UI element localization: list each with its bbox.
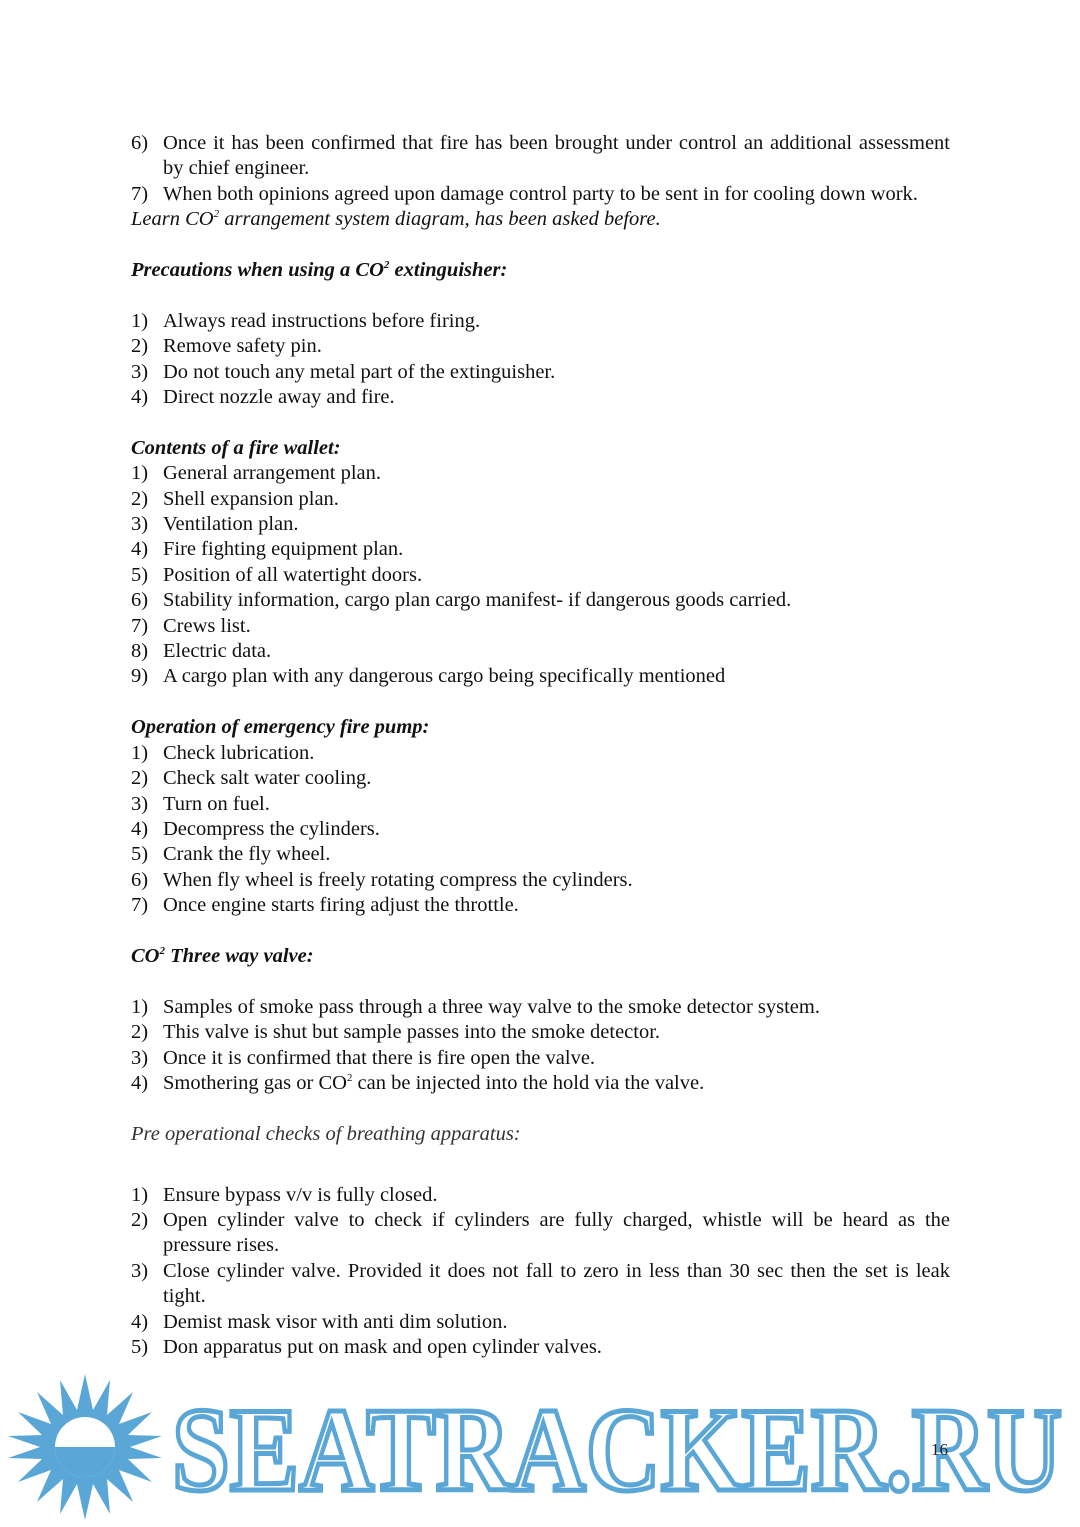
list-item: 1) Always read instructions before firing. [131, 309, 481, 332]
list-item: 2) Check salt water cooling. [131, 767, 372, 790]
sun-logo-icon [8, 1374, 162, 1520]
list-item: 2) Remove safety pin. [131, 335, 322, 358]
list-item: 3) Ventilation plan. [131, 513, 299, 536]
watermark-text: SEATRACKER.RU [172, 1383, 1062, 1516]
page-number: 16 [931, 1440, 948, 1459]
list-item: 4) Demist mask visor with anti dim solution. [131, 1310, 508, 1333]
list-item: 4) Fire fighting equipment plan. [131, 538, 404, 561]
item-text: When both opinions agreed upon damage control party to be sent in for cooling down work. [163, 182, 918, 205]
list-item: 8) Electric data. [131, 640, 272, 663]
list-item: 4) Decompress the cylinders. [131, 817, 380, 840]
list-item: 4) Direct nozzle away and fire. [131, 386, 395, 409]
list-item: 2) This valve is shut but sample passes into the smoke detector. [131, 1021, 661, 1044]
list-item: 7) Once engine starts firing adjust the throttle. [131, 894, 519, 917]
list-item: 1) Ensure bypass v/v is fully closed. [131, 1183, 438, 1206]
list-item: 3) Do not touch any metal part of the extinguisher. [131, 360, 556, 383]
list-item: 6) Stability information, cargo plan cargo manifest- if dangerous goods carried. [131, 589, 792, 612]
three-way-valve-heading: $CO^2$ Three way valve: [131, 944, 314, 967]
precautions-heading: Precautions when using a $CO^2$ extinguisher: [131, 259, 508, 282]
item-number: 7) [131, 182, 149, 205]
list-item: 5) Crank the fly wheel. [131, 843, 331, 866]
diagram-note: Learn $CO^2$ arrangement system diagram, has been asked before. [131, 208, 661, 231]
list-item: 4) Smothering gas or $CO^2$ can be injected into the hold via the valve. [131, 1071, 705, 1094]
list-item: 2) Open cylinder valve to check if cylinders are fully charged, whistle will be heard as the pressure rises. [131, 1208, 950, 1257]
list-item: 1) Check lubrication. [131, 741, 315, 764]
list-item: 1) General arrangement plan. [131, 462, 381, 485]
list-item: 9) A cargo plan with any dangerous cargo being specifically mentioned [131, 665, 726, 688]
seatracker-watermark [0, 1372, 1080, 1522]
list-item: 3) Once it is confirmed that there is fire open the valve. [131, 1046, 596, 1069]
list-item: 7) Crews list. [131, 614, 251, 637]
item-number: 6) [131, 132, 149, 154]
list-item: 2) Shell expansion plan. [131, 487, 339, 510]
list-item: 3) Turn on fuel. [131, 792, 270, 815]
list-item: 6) When fly wheel is freely rotating compress the cylinders. [131, 868, 633, 891]
document-body [131, 131, 950, 1360]
intro-item [131, 182, 950, 207]
list-item: 3) Close cylinder valve. Provided it does not fall to zero in less than 30 sec then the set is leak tight. [131, 1259, 950, 1308]
fire-pump-heading: Operation of emergency fire pump: [131, 716, 430, 739]
list-item: 1) Samples of smoke pass through a three way valve to the smoke detector system. [131, 995, 820, 1018]
list-item: 5) Position of all watertight doors. [131, 563, 423, 586]
list-item: 5) Don apparatus put on mask and open cylinder valves. [131, 1335, 602, 1358]
item-text: Once it has been confirmed that fire has been brought under control an additional assessment by chief engineer. [163, 132, 950, 180]
breathing-heading: Pre operational checks of breathing apparatus: [131, 1122, 521, 1145]
fire-wallet-heading: Contents of a fire wallet: [131, 436, 341, 459]
intro-item [131, 131, 950, 182]
